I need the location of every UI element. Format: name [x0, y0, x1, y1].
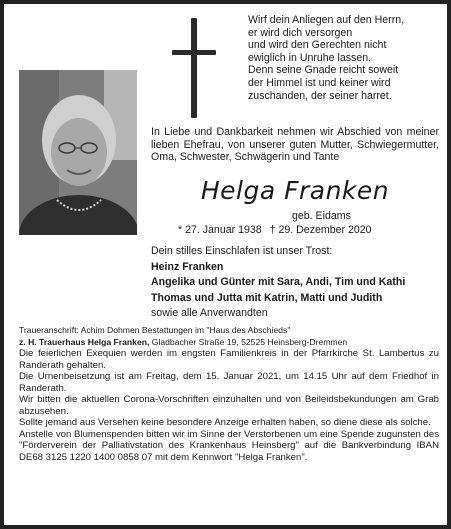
verse-line: ewiglich in Unruhe lassen.	[248, 51, 372, 64]
cross-horizontal-bar	[172, 50, 216, 55]
detail-paragraph: Anstelle von Blumenspenden bitten wir im Sinne der Verstorbenen um eine Spende zugunsten des "Förderverein der Palliativstation des Krankenhaus Heinsberg" auf die Bankverbindung IBAN DE68 3125 1220 1400 0858 07 mit dem Kennwort "Helga Franken".	[19, 428, 439, 463]
mourner: Heinz Franken	[151, 260, 224, 273]
detail-paragraph: Die feierlichen Exequien werden im engsten Familienkreis in der Pfarrkirche St. Lambertus zu Randerath gehalten.	[19, 348, 439, 371]
life-dates	[178, 224, 372, 236]
birth-date: * 27. Januar 1938	[178, 224, 262, 236]
mourners-list	[151, 244, 441, 322]
verse-line: zuschanden, der seiner harret.	[248, 89, 392, 102]
mourner: sowie alle Anverwandten	[151, 307, 268, 320]
death-date: † 29. Dezember 2020	[269, 224, 372, 236]
cross-icon	[172, 18, 216, 118]
detail-paragraph: Sollte jemand aus Versehen keine besondere Anzeige erhalten haben, so diene diese als solche.	[19, 417, 431, 428]
address-house: z. H. Trauerhaus Helga Franken,	[19, 337, 150, 347]
address-line: Traueranschrift: Achim Dohmen Bestattungen im "Haus des Abschieds"	[19, 325, 291, 335]
intro-text: In Liebe und Dankbarkeit nehmen wir Abschied von meiner lieben Ehefrau, von unserer guten Mutter, Schwiegermutter, Oma, Schwester, Schwägerin und Tante	[151, 126, 439, 163]
mourner: Thomas und Jutta mit Katrin, Matti und Judith	[151, 291, 383, 304]
maiden-name: geb. Eidams	[292, 210, 351, 222]
service-details	[19, 348, 439, 463]
deceased-name: Helga Franken	[200, 176, 390, 205]
portrait-illustration	[19, 70, 137, 235]
mourning-address	[19, 324, 439, 348]
detail-paragraph: Wir bitten die aktuellen Corona-Vorschriften einzuhalten und von Beileidsbekundungen am Grab abzusehen.	[19, 394, 439, 417]
mourner: Angelika und Günter mit Sara, Andi, Tim und Kathi	[151, 276, 406, 289]
address-line	[19, 336, 439, 348]
verse-line: und wird den Gerechten nicht	[248, 39, 387, 52]
address-street: Gladbacher Straße 19, 52525 Heinsberg-Dremmen	[149, 337, 348, 347]
verse-line: der Himmel ist und keiner wird	[248, 76, 391, 89]
detail-paragraph: Die Urnenbeisetzung ist am Freitag, dem 15. Januar 2021, um 14.15 Uhr auf dem Friedhof in Randerath.	[19, 371, 439, 394]
verse-line: Wirf dein Anliegen auf den Herrn,	[248, 14, 405, 26]
bible-verse	[248, 14, 438, 102]
portrait-photo	[19, 70, 137, 235]
mourners-heading: Dein stilles Einschlafen ist unser Trost:	[151, 245, 333, 257]
verse-line: er wird dich versorgen	[248, 26, 353, 39]
verse-line: Denn seine Gnade reicht soweit	[248, 64, 399, 77]
cross-vertical-bar	[191, 18, 197, 118]
